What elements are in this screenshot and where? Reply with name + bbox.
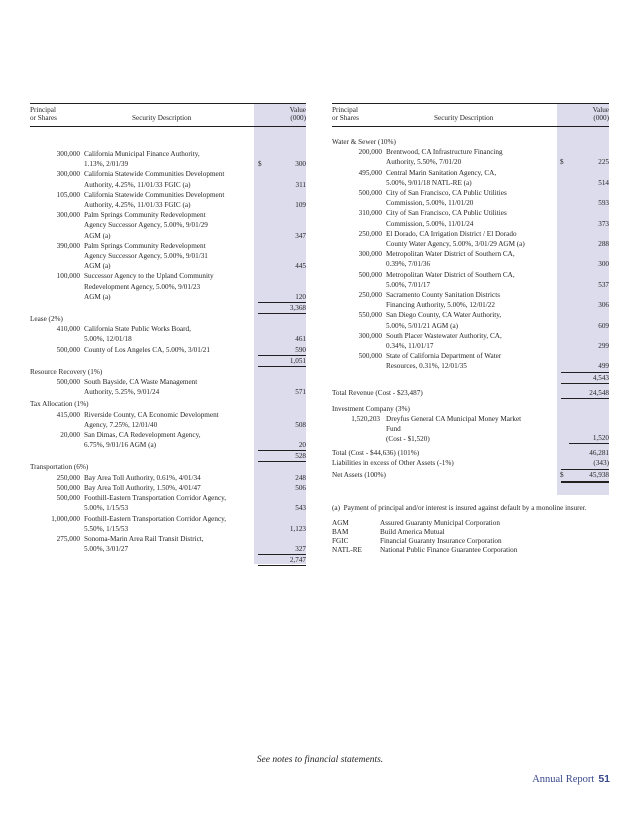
value-unit-header: (000)	[593, 114, 609, 122]
holding-row: 105,000 California Statewide Communities Development Authority, 4.25%, 11/01/33 FGIC (a) 109	[56, 190, 306, 210]
subtotal: 1,051	[30, 355, 306, 365]
section-title-resource-recovery: Resource Recovery (1%)	[30, 367, 103, 376]
total-row: Total (Cost - $44,636) (101%) 46,281	[332, 449, 609, 458]
subtotal: 3,368	[30, 302, 306, 312]
total-revenue-row: Total Revenue (Cost - $23,487) 24,548	[332, 386, 609, 402]
abbreviation-row: AGM Assured Guaranty Municipal Corporation	[332, 519, 500, 527]
abbreviation-row: BAM Build America Mutual	[332, 528, 445, 536]
holding-row: 310,000 City of San Francisco, CA Public Utilities Commission, 5.00%, 11/01/24 373	[358, 209, 609, 228]
liabilities-row: Liabilities in excess of Other Assets (-1%) (343)	[332, 458, 609, 470]
holding-row: 500,000 State of California Department of Water Resources, 0.31%, 12/01/35 499	[358, 352, 609, 371]
holding-row: 1,000,000 Foothill-Eastern Transportation Corridor Agency, 5.50%, 1/15/53 1,123	[51, 514, 306, 533]
holding-row: 500,000 Metropolitan Water District of Southern CA, 5.00%, 7/01/17 537	[358, 270, 609, 289]
holding-row: 300,000 California Statewide Communities Development Authority, 4.25%, 11/01/33 FGIC (a) 311	[56, 170, 306, 189]
section-title-tax-allocation: Tax Allocation (1%)	[30, 400, 89, 409]
section-title-transportation: Transportation (6%)	[30, 463, 89, 472]
holding-row: 275,000 Sonoma-Marin Area Rail Transit District, 5.00%, 3/01/27 327	[56, 534, 306, 554]
holding-row: 250,000 El Dorado, CA Irrigation District / El Dorado County Water Agency, 5.00%, 3/01/29 AGM (a) 288	[358, 229, 609, 249]
left-column	[30, 103, 306, 564]
page-number: 51	[598, 773, 610, 785]
abbreviation-row: FGIC Financial Guaranty Insurance Corporation	[332, 537, 502, 545]
holdings	[332, 127, 609, 482]
principal-header: Principal	[332, 106, 358, 114]
section-title-lease: Lease (2%)	[30, 315, 63, 324]
see-notes-caption: See notes to financial statements.	[256, 755, 384, 765]
holdings	[30, 127, 306, 564]
subtotal: 528	[30, 450, 306, 460]
section-title-investment-company: Investment Company (3%)	[332, 404, 410, 413]
holding-row: 500,000 City of San Francisco, CA Public Utilities Commission, 5.00%, 11/01/20 593	[358, 189, 609, 208]
table-header	[332, 103, 609, 127]
net-assets-row: Net Assets (100%) $ 45,938	[332, 470, 609, 482]
right-column	[332, 103, 609, 482]
table-header	[30, 103, 306, 127]
footnote-a: (a) Payment of principal and/or interest is insured against default by a monoline insurer.	[332, 504, 587, 512]
holding-row: 415,000 Riverside County, CA Economic Development Agency, 7.25%, 12/01/40 508	[56, 410, 306, 429]
holding-row: 20,000 San Dimas, CA Redevelopment Agency, 6.75%, 9/01/16 AGM (a) 20	[60, 431, 306, 450]
abbreviation-row: NATL-RE National Public Finance Guarantee Corporation	[332, 546, 518, 554]
holding-row: 500,000 Foothill-Eastern Transportation Corridor Agency, 5.00%, 1/15/53 543	[56, 494, 306, 513]
holding-row: 250,000 Bay Area Toll Authority, 0.61%, 4/01/34 248	[56, 473, 306, 482]
holding-row: 300,000 Metropolitan Water District of Southern CA, 0.39%, 7/01/36 300	[358, 250, 609, 269]
holding-row: 1,520,203 Dreyfus General CA Municipal Money Market Fund (Cost - $1,520) 1,520	[351, 414, 609, 444]
holding-row: 410,000 California State Public Works Board, 5.00%, 12/01/18 461	[56, 325, 306, 344]
holding-row: 200,000 Brentwood, CA Infrastructure Financing Authority, 5.50%, 7/01/20 $ 225	[358, 148, 609, 167]
footer-label: Annual Report	[532, 774, 595, 785]
description-header: Security Description	[132, 114, 192, 122]
page-footer	[532, 773, 610, 785]
value-header: Value	[592, 106, 609, 114]
holding-row: 100,000 Successor Agency to the Upland Community Redevelopment Agency, 5.00%, 9/01/23 AGM (a) 120	[56, 272, 306, 301]
value-unit-header: (000)	[290, 114, 306, 122]
holding-row: 495,000 Central Marin Sanitation Agency, CA, 5.00%, 9/01/18 NATL-RE (a) 514	[358, 168, 609, 187]
notes	[332, 504, 609, 555]
holding-row: 500,000 County of Los Angeles CA, 5.00%, 3/01/21 590	[56, 345, 306, 354]
holding-row: 300,000 California Municipal Finance Authority, 1.13%, 2/01/39 $ 300	[56, 150, 306, 169]
description-header: Security Description	[434, 114, 494, 122]
holding-row: 250,000 Sacramento County Sanitation Districts Financing Authority, 5.00%, 12/01/22 306	[358, 291, 609, 310]
subtotal: 4,543	[332, 372, 609, 382]
subtotal: 2,747	[30, 554, 306, 564]
section-title-water-sewer: Water & Sewer (10%)	[332, 138, 396, 146]
value-header: Value	[289, 106, 306, 114]
principal-header: Principal	[30, 106, 56, 114]
holding-row: 300,000 Palm Springs Community Redevelopment Agency Successor Agency, 5.00%, 9/01/29 AGM (a) 347	[56, 211, 306, 240]
holding-row: 300,000 South Placer Wastewater Authority, CA, 0.34%, 11/01/17 299	[358, 331, 609, 351]
holding-row: 500,000 Bay Area Toll Authority, 1.50%, 4/01/47 506	[56, 483, 306, 492]
holding-row: 390,000 Palm Springs Community Redevelopment Agency Successor Agency, 5.00%, 9/01/31 AGM (a) 445	[56, 241, 306, 271]
holding-row: 500,000 South Bayside, CA Waste Management Authority, 5.25%, 9/01/24 571	[56, 378, 306, 397]
shares-header: or Shares	[332, 114, 359, 122]
holding-row: 550,000 San Diego County, CA Water Authority, 5.00%, 5/01/21 AGM (a) 609	[358, 311, 609, 330]
shares-header: or Shares	[30, 114, 57, 122]
